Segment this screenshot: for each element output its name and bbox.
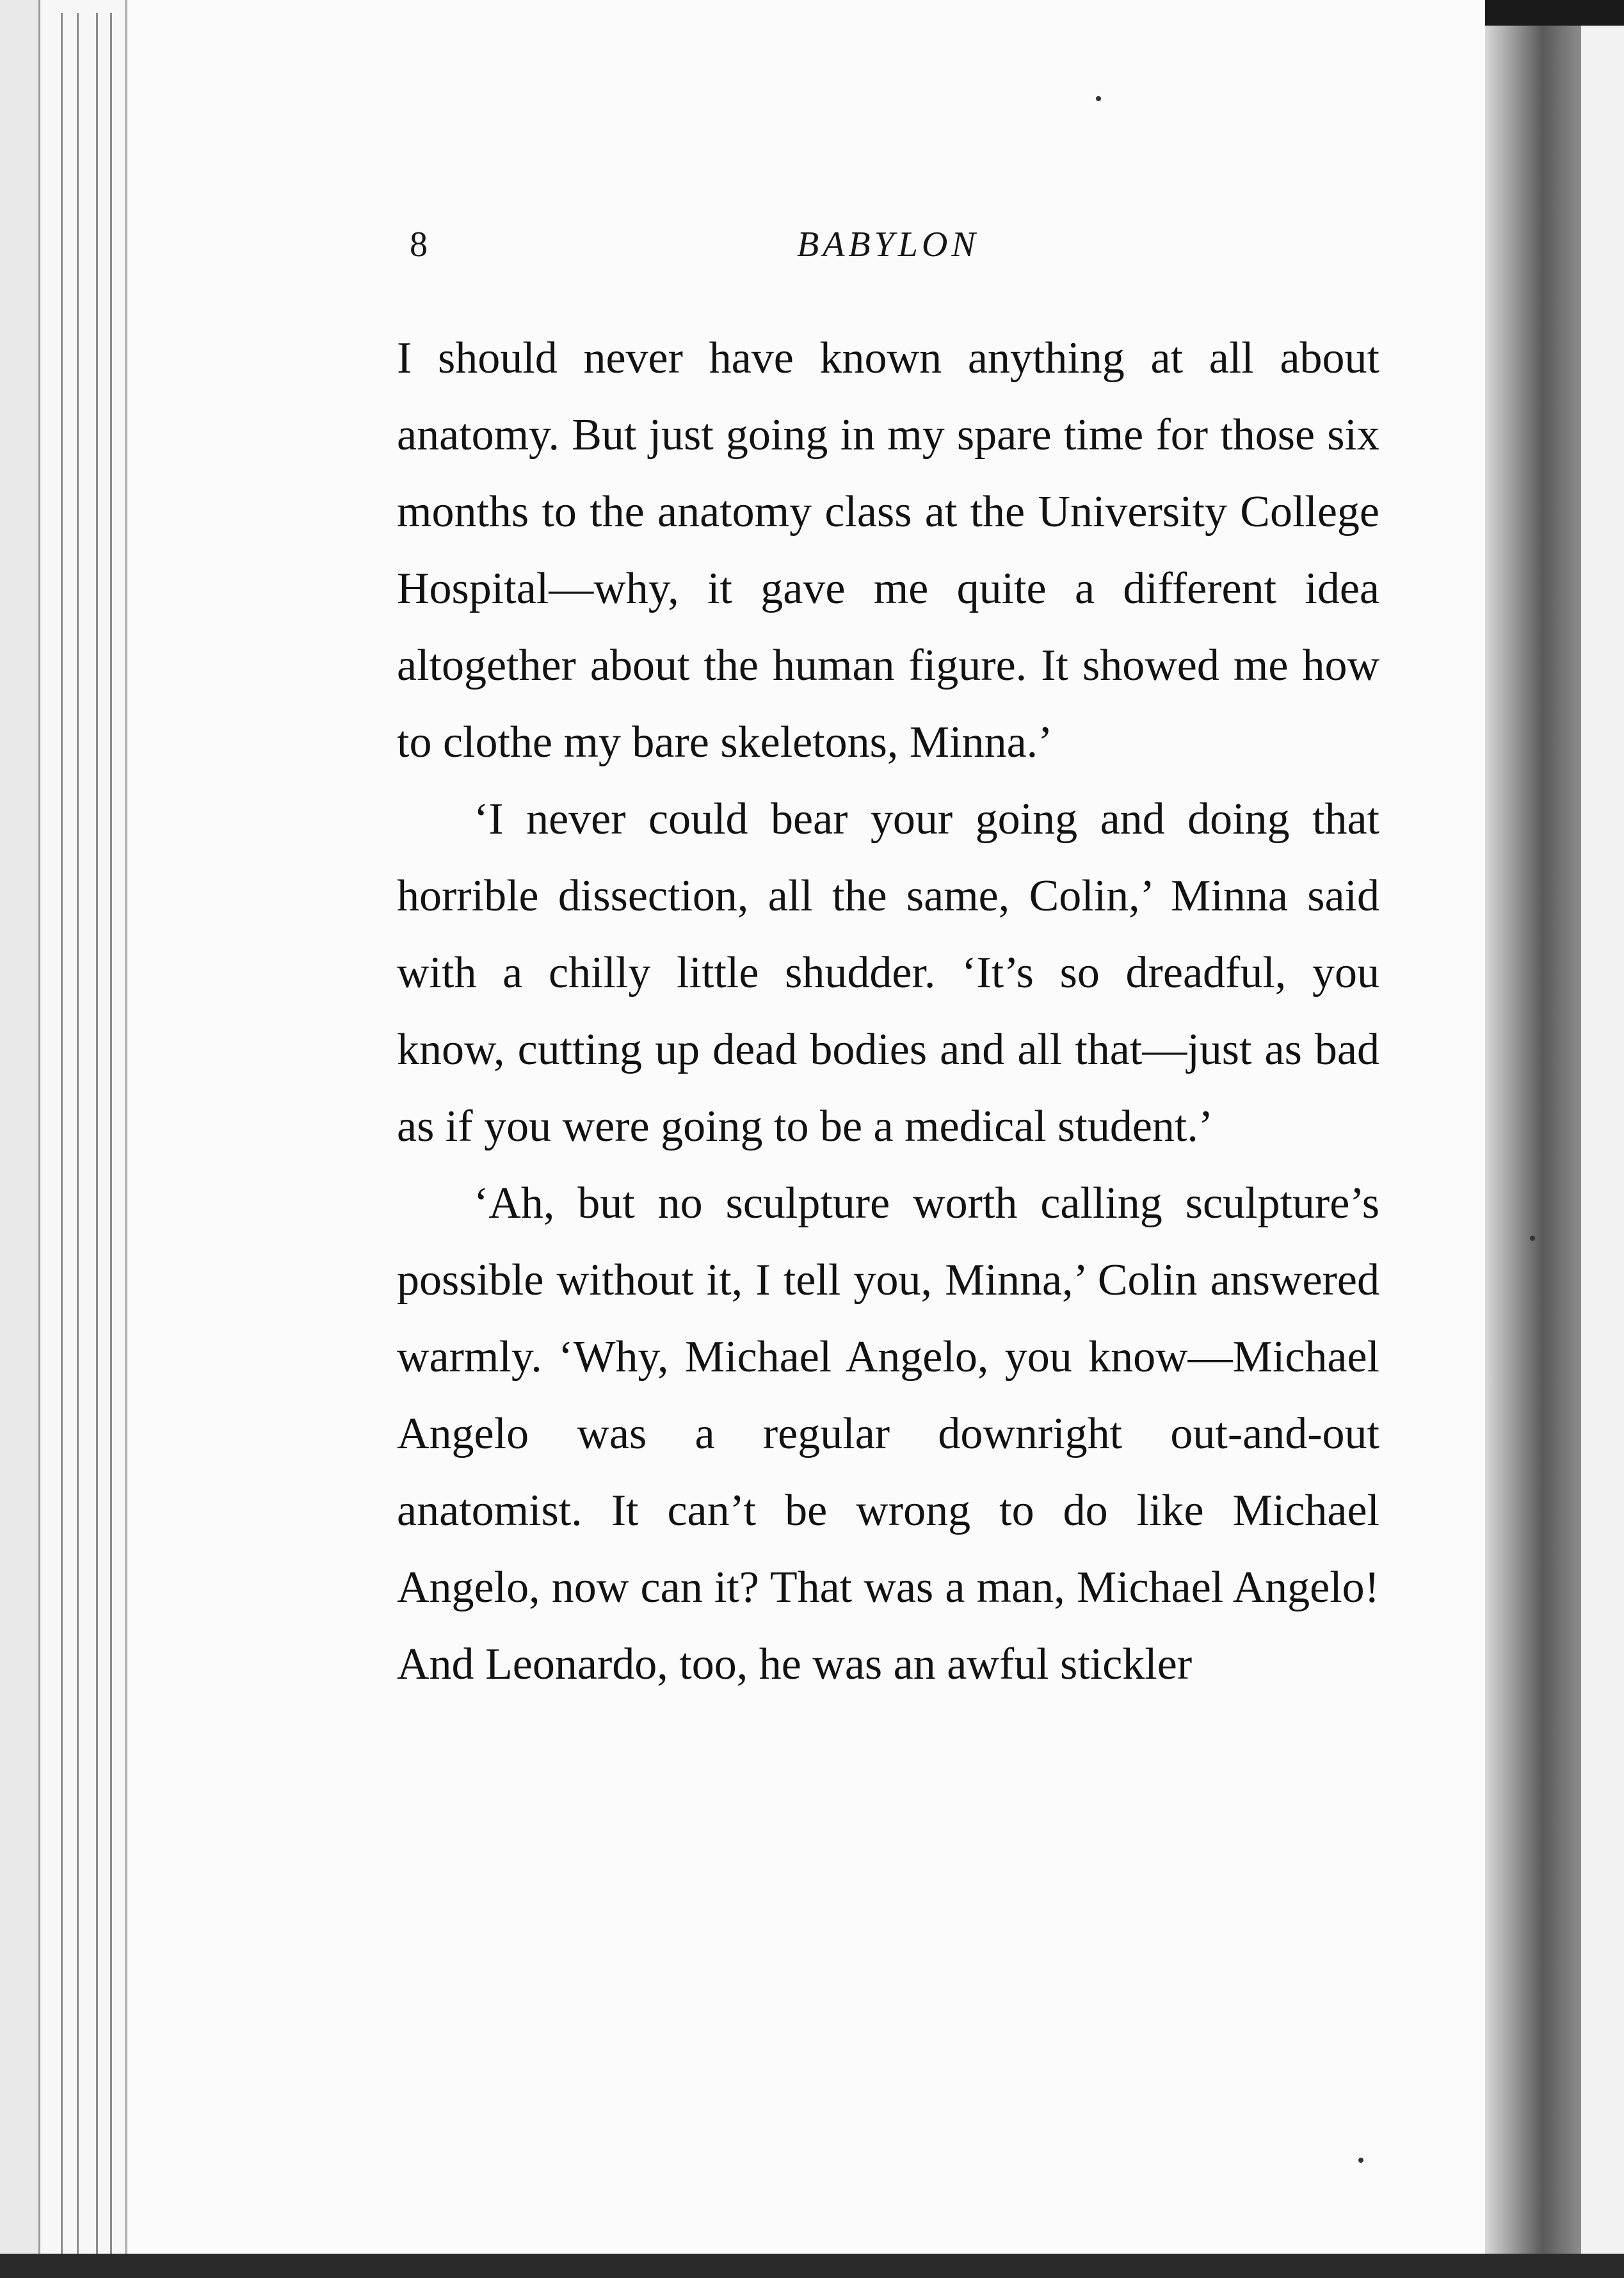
paragraph: ‘Ah, but no sculpture worth calling sculpture’s possible without it, I tell you, Minna,’ Colin answered warmly. ‘Why, Michael Angelo, you know—Michael Angelo was a regular downright out-and-out anatomist. It can’t be wrong to do like Michael Angelo, now can it? That was a man, Michael Angelo! And Leonardo, too, he was an awful stickler: [397, 1179, 1379, 1689]
page-edge-line: [77, 13, 79, 2254]
paragraph: I should never have known anything at all about anatomy. But just going in my spare time for those six months to the anatomy class at the University College Hospital—why, it gave me quite a different idea altogether about the human figure. It showed me how to clothe my bare skeletons, Minna.’: [397, 334, 1379, 767]
paragraph: ‘I never could bear your going and doing that horrible dissection, all the same, Colin,’ Minna said with a chilly little shudder. ‘It’s so dreadful, you know, cutting up dead bodies and all that—just as bad as if you were going to be a medical student.’: [397, 795, 1379, 1151]
page-header: [0, 224, 1624, 275]
print-speck: [1358, 2158, 1363, 2163]
scan-border: [1485, 0, 1624, 26]
page-edge-line: [110, 13, 112, 2254]
page-edge-line: [61, 13, 63, 2254]
left-page-edges: [0, 0, 40, 2278]
print-speck: [1530, 1236, 1535, 1241]
print-speck: [1096, 96, 1101, 101]
body-text: [397, 320, 1379, 1703]
binding-gutter-shadow: [1485, 0, 1581, 2278]
page-number: 8: [410, 225, 428, 264]
running-head: BABYLON: [797, 225, 979, 264]
facing-page-edge: [1581, 0, 1624, 2278]
page-edge-line: [96, 13, 98, 2254]
scan-border: [0, 2254, 1624, 2278]
